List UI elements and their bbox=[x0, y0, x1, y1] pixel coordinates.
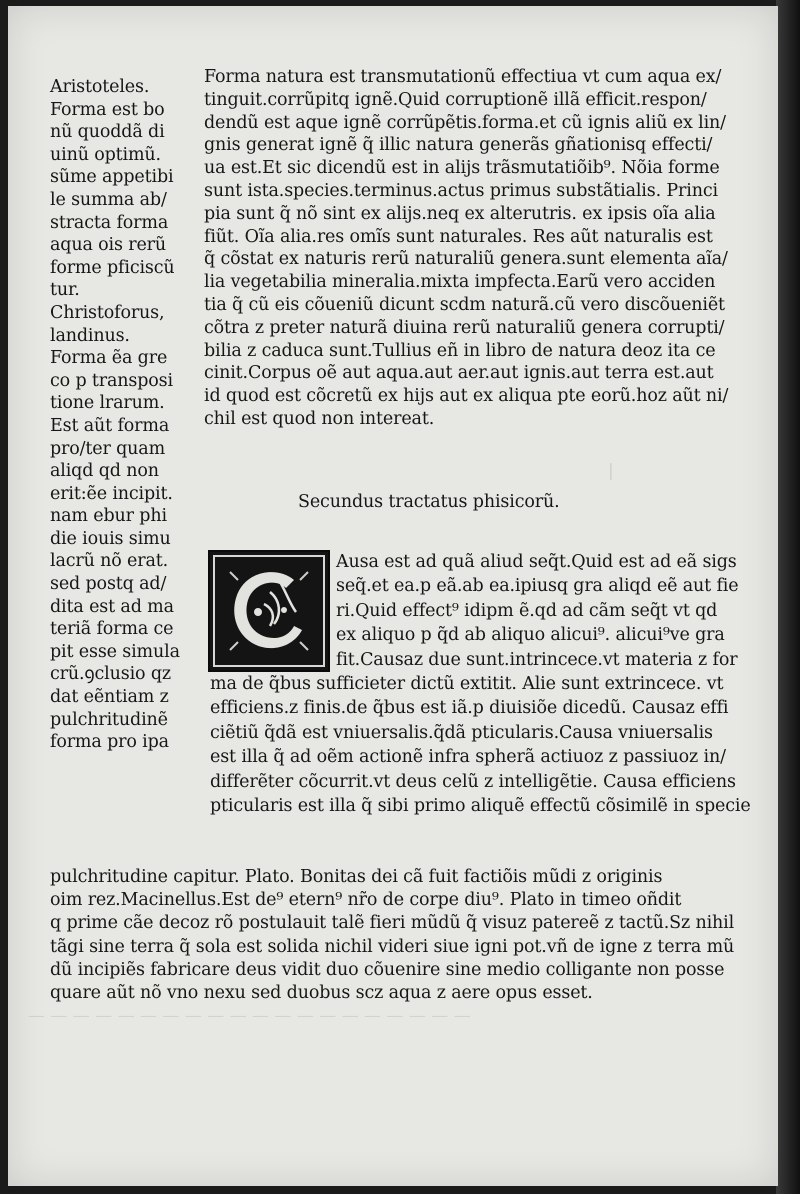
gloss-line: forme pficiscũ bbox=[50, 257, 175, 278]
gloss-line: Forma est bo bbox=[50, 99, 165, 120]
gloss-line: sed postq ad/ bbox=[50, 574, 167, 595]
text-line: gnis generat ignẽ q̃ illic natura generãs gñationisq effecti/ bbox=[204, 135, 713, 156]
gloss-line: stracta forma bbox=[50, 212, 169, 233]
text-line: ciẽtiũ q̃dã est vniuersalis.q̃dã pticularis.Causa vniuersalis bbox=[210, 722, 713, 743]
gloss-line: erit:ẽe incipit. bbox=[50, 483, 173, 504]
gloss-line: lacrũ nõ erat. bbox=[50, 551, 169, 572]
gloss-line: pro/ter quam bbox=[50, 438, 166, 459]
gloss-line: co p transposi bbox=[50, 370, 173, 391]
text-line: Forma natura est transmutationũ effectiua vt cum aqua ex/ bbox=[204, 67, 722, 87]
text-line: tãgi sine terra q̃ sola est solida nichil videri siue igni pot.vñ de igne z terra mũ bbox=[50, 936, 735, 957]
gloss-line: Est aũt forma bbox=[50, 415, 170, 436]
text-line: ri.Quid effect⁹ idipm ẽ.qd ad cãm seq̃t vt qd bbox=[336, 600, 718, 621]
gloss-line: aqua ois rerũ bbox=[50, 235, 166, 256]
text-line: seq̃.et ea.p eã.ab ea.ipiusq gra aliqd eẽ aut fie bbox=[336, 576, 739, 597]
text-line: pticularis est illa q̃ sibi primo aliquẽ effectũ cõsimilẽ in specie bbox=[210, 795, 751, 816]
text-line: ex aliquo p q̃d ab aliquo alicui⁹. alicui⁹ve gra bbox=[336, 625, 725, 646]
text-line: fit.Causaz due sunt.intrincece.vt materia z for bbox=[336, 649, 738, 670]
text-line: tia q̃ cũ eis cõueniũ dicunt scdm naturã.cũ vero discõueniẽt bbox=[204, 294, 725, 315]
text-line: Ausa est ad quã aliud seq̃t.Quid est ad eã sigs bbox=[336, 552, 737, 572]
text-line: est illa q̃ ad oẽm actionẽ infra spherã actiuoz z passiuoz in/ bbox=[210, 747, 726, 768]
gloss-line: nam ebur phi bbox=[50, 506, 167, 527]
initial-paragraph-lines bbox=[336, 550, 778, 672]
scan-edge bbox=[776, 0, 800, 1194]
text-line: ma de q̃bus sufficieter dictũ extitit. Alie sunt extrincece. vt bbox=[210, 674, 724, 694]
text-line: sunt ista.species.terminus.actus primus substãtialis. Princi bbox=[204, 180, 718, 201]
show-through-text: — — — — — — — — — — — — — — — — — — — — bbox=[28, 1006, 471, 1026]
gloss-line: tione lrarum. bbox=[50, 393, 165, 414]
main-text-block bbox=[204, 66, 778, 431]
text-line: q̃ cõstat ex naturis rerũ naturaliũ genera.sunt elementa aĩa/ bbox=[204, 249, 728, 270]
text-line: cinit.Corpus oẽ aut aqua.aut aer.aut ignis.aut terra est.aut bbox=[204, 363, 714, 384]
gloss-line: Forma ẽa gre bbox=[50, 348, 168, 369]
text-line: lia vegetabilia mineralia.mixta impfecta.Earũ vero acciden bbox=[204, 272, 716, 293]
text-line: oim rez.Macinellus.Est de⁹ etern⁹ nr̃o de corpe diu⁹. Plato in timeo oñdit bbox=[50, 890, 682, 911]
gloss-line: pulchritudinẽ bbox=[50, 709, 168, 730]
text-line: id quod est cõcretũ ex hijs aut ex aliqua pte eorũ.hoz aũt ni/ bbox=[204, 386, 729, 407]
text-line: pia sunt q̃ nõ sint ex alijs.neq ex alterutris. ex ipsis oĩa alia bbox=[204, 203, 716, 224]
gloss-line: teriã forma ce bbox=[50, 619, 174, 640]
gloss-line: aliqd qd non bbox=[50, 461, 159, 482]
gloss-line: le summa ab/ bbox=[50, 189, 167, 210]
gloss-line: landinus. bbox=[50, 325, 130, 346]
book-page bbox=[8, 6, 778, 1186]
gloss-line: tur. bbox=[50, 280, 80, 301]
gloss-line: die iouis simu bbox=[50, 528, 171, 549]
gloss-line: dat eẽntiam z bbox=[50, 687, 169, 708]
gloss-line: crũ.ꝯclusio qz bbox=[50, 664, 171, 685]
text-line: pulchritudine capitur. Plato. Bonitas dei cã fuit factiõis mũdi z originis bbox=[50, 867, 663, 887]
marginal-gloss bbox=[50, 76, 210, 754]
text-line: fiũt. Oĩa alia.res omĩs sunt naturales. Res aũt naturalis est bbox=[204, 226, 713, 247]
text-line: cõtra z preter naturã diuina rerũ naturaliũ genera corrupti/ bbox=[204, 317, 725, 338]
gloss-line: sũme appetibi bbox=[50, 167, 174, 188]
gloss-line: pit esse simula bbox=[50, 641, 180, 662]
decorated-initial-c-icon bbox=[210, 552, 328, 670]
gloss-line: Aristoteles. bbox=[50, 77, 150, 97]
gloss-line: dita est ad ma bbox=[50, 596, 174, 617]
show-through-text: | bbox=[608, 461, 614, 481]
text-line: dũ incipiẽs fabricare deus vidit duo cõuenire sine medio colligante non posse bbox=[50, 959, 725, 980]
text-line: dendũ est aque ignẽ corrũpẽtis.forma.et cũ ignis aliũ ex lin/ bbox=[204, 112, 726, 133]
decorated-initial-c bbox=[208, 550, 330, 672]
paragraph-continuation bbox=[210, 672, 778, 818]
text-line: ua est.Et sic dicendũ est in alijs trãsmutatiõib⁹. Nõia forme bbox=[204, 158, 720, 179]
text-line: quare aũt nõ vno nexu sed duobus scz aqua z aere opus esset. bbox=[50, 982, 593, 1003]
text-line: efficiens.z finis.de q̃bus est iã.p diuisiõe dicedũ. Causaz effi bbox=[210, 698, 729, 719]
gloss-line: nũ quoddã di bbox=[50, 122, 165, 143]
text-line: differẽter cõcurrit.vt deus celũ z intelligẽtie. Causa efficiens bbox=[210, 771, 736, 792]
text-line: q prime cãe decoz rõ postulauit talẽ fieri mũdũ q̃ visuz patereẽ z tactũ.Sz nihil bbox=[50, 913, 735, 934]
text-line: chil est quod non intereat. bbox=[204, 408, 435, 429]
text-line: tinguit.corrũpitq ignẽ.Quid corruptionẽ illã efficit.respon/ bbox=[204, 89, 707, 110]
gloss-line: forma pro ipa bbox=[50, 732, 169, 753]
gloss-line: uinũ optimũ. bbox=[50, 144, 161, 165]
gloss-line: Christoforus, bbox=[50, 302, 165, 323]
full-width-text-block bbox=[50, 866, 778, 1005]
section-heading: Secundus tractatus phisicorũ. bbox=[298, 492, 560, 512]
text-line: bilia z caduca sunt.Tullius eñ in libro de natura deoz ita ce bbox=[204, 340, 716, 361]
